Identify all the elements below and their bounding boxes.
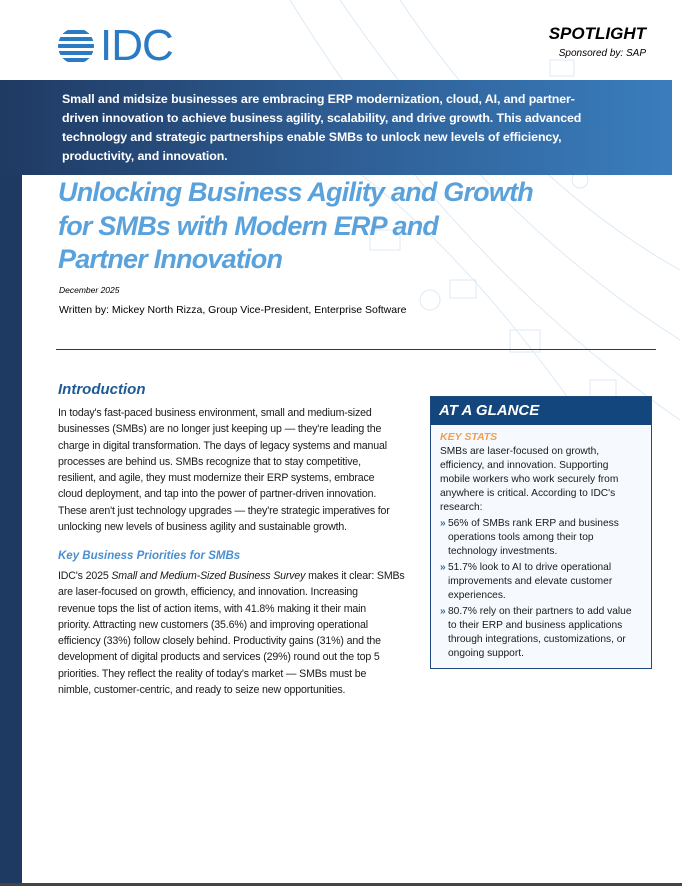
text-line: In today's fast-paced business environment, small and medium-sized [58,407,372,419]
text-line: charge in digital transformation. The days of legacy systems and manual [58,439,387,452]
survey-title: Small and Medium-Sized Business Survey [111,570,306,582]
text-line: research: [440,502,483,513]
text-line: through integrations, customizations, or [448,634,626,645]
priorities-paragraph [58,568,405,698]
text-line: resilient, and agile, they must modernize their ERP systems, embrace [58,472,375,485]
text-line: development of digital products and services (29%) round out the top 5 [58,651,380,664]
text-line: cloud deployment, and tap into the power of partner-driven innovation. [58,488,377,501]
key-stats-heading: KEY STATS [440,431,498,443]
text-line: 80.7% rely on their partners to add value [448,606,632,617]
text-line: revenue tops the list of action items, with 41.8% making it their main [58,602,367,615]
left-accent-strip [0,175,22,883]
text-line: unlocking new levels of business agility and sustainable growth. [58,521,347,534]
text-line [58,568,405,584]
text-line: priority. Attracting new customers (35.6%) and improving operational [58,618,368,631]
text-line: experiences. [448,590,506,601]
title-line: Unlocking Business Agility and Growth [58,177,533,207]
banner-line: driven innovation to achieve business agility, scalability, and drive growth. This advanced [62,111,582,125]
stat-item [440,561,651,603]
author-line: Written by: Mickey North Rizza, Group Vice-President, Enterprise Software [59,304,407,316]
text-line: businesses (SMBs) are no longer just keeping up — they're leading the [58,423,382,436]
idc-logo [58,21,173,70]
glance-intro [440,445,651,515]
text-line: operations tools among their top [448,532,594,543]
page-title [58,176,533,277]
text-line: ongoing support. [448,648,524,659]
stat-item [440,517,651,559]
text-line: efficiency (33%) follow closely behind. Productivity gains (31%) and the [58,635,381,648]
bullet-icon: » [440,518,446,529]
text-line: 51.7% look to AI to drive operational [448,562,612,573]
banner-line: technology and strategic partnerships enable SMBs to unlock new levels of efficiency, [62,130,562,144]
stat-item [440,605,651,661]
banner-line: Small and midsize businesses are embracing ERP modernization, cloud, AI, and partner- [62,92,575,106]
text-line: mobile workers who work securely from [440,474,619,485]
text-span: makes it clear: SMBs [305,570,405,582]
publication-date: December 2025 [59,285,120,295]
introduction-heading: Introduction [58,381,146,398]
bullet-icon: » [440,606,446,617]
text-line: priorities. They reflect the reality of today's market — SMBs must be [58,667,367,680]
text-line: are laser-focused on growth, efficiency, and innovation. Increasing [58,586,358,599]
text-line: SMBs are laser-focused on growth, [440,446,600,457]
spotlight-label [549,24,646,59]
stats-list [440,517,651,661]
bullet-icon: » [440,562,446,573]
introduction-paragraph [58,405,390,535]
text-line: processes are behind us. SMBs recognize that to stay competitive, [58,455,361,468]
text-line: nimble, customer-centric, and ready to seize new opportunities. [58,684,346,697]
title-line: for SMBs with Modern ERP and [58,210,439,241]
text-line: improvements and elevate customer [448,576,613,587]
banner-line: productivity, and innovation. [62,149,228,163]
divider [56,349,656,350]
logo-text: IDC [100,21,173,70]
idc-globe-icon [58,28,94,64]
at-a-glance-box [430,396,652,669]
summary-banner [0,80,672,175]
text-span: IDC's 2025 [58,570,112,582]
sponsor-text: Sponsored by: SAP [558,48,646,59]
priorities-heading: Key Business Priorities for SMBs [58,550,241,562]
spotlight-title: SPOTLIGHT [548,24,646,43]
text-line: efficiency, and innovation. Supporting [440,460,609,471]
text-line: technology investments. [448,546,558,557]
text-line: to their ERP and business applications [448,620,623,631]
title-line: Partner Innovation [58,244,283,274]
text-line: anywhere is critical. According to IDC's [440,488,616,499]
banner-text [62,90,581,166]
text-line: 56% of SMBs rank ERP and business [448,518,619,529]
glance-heading: AT A GLANCE [431,397,651,425]
text-line: These aren't just technology upgrades — they're strategic imperatives for [58,504,390,517]
